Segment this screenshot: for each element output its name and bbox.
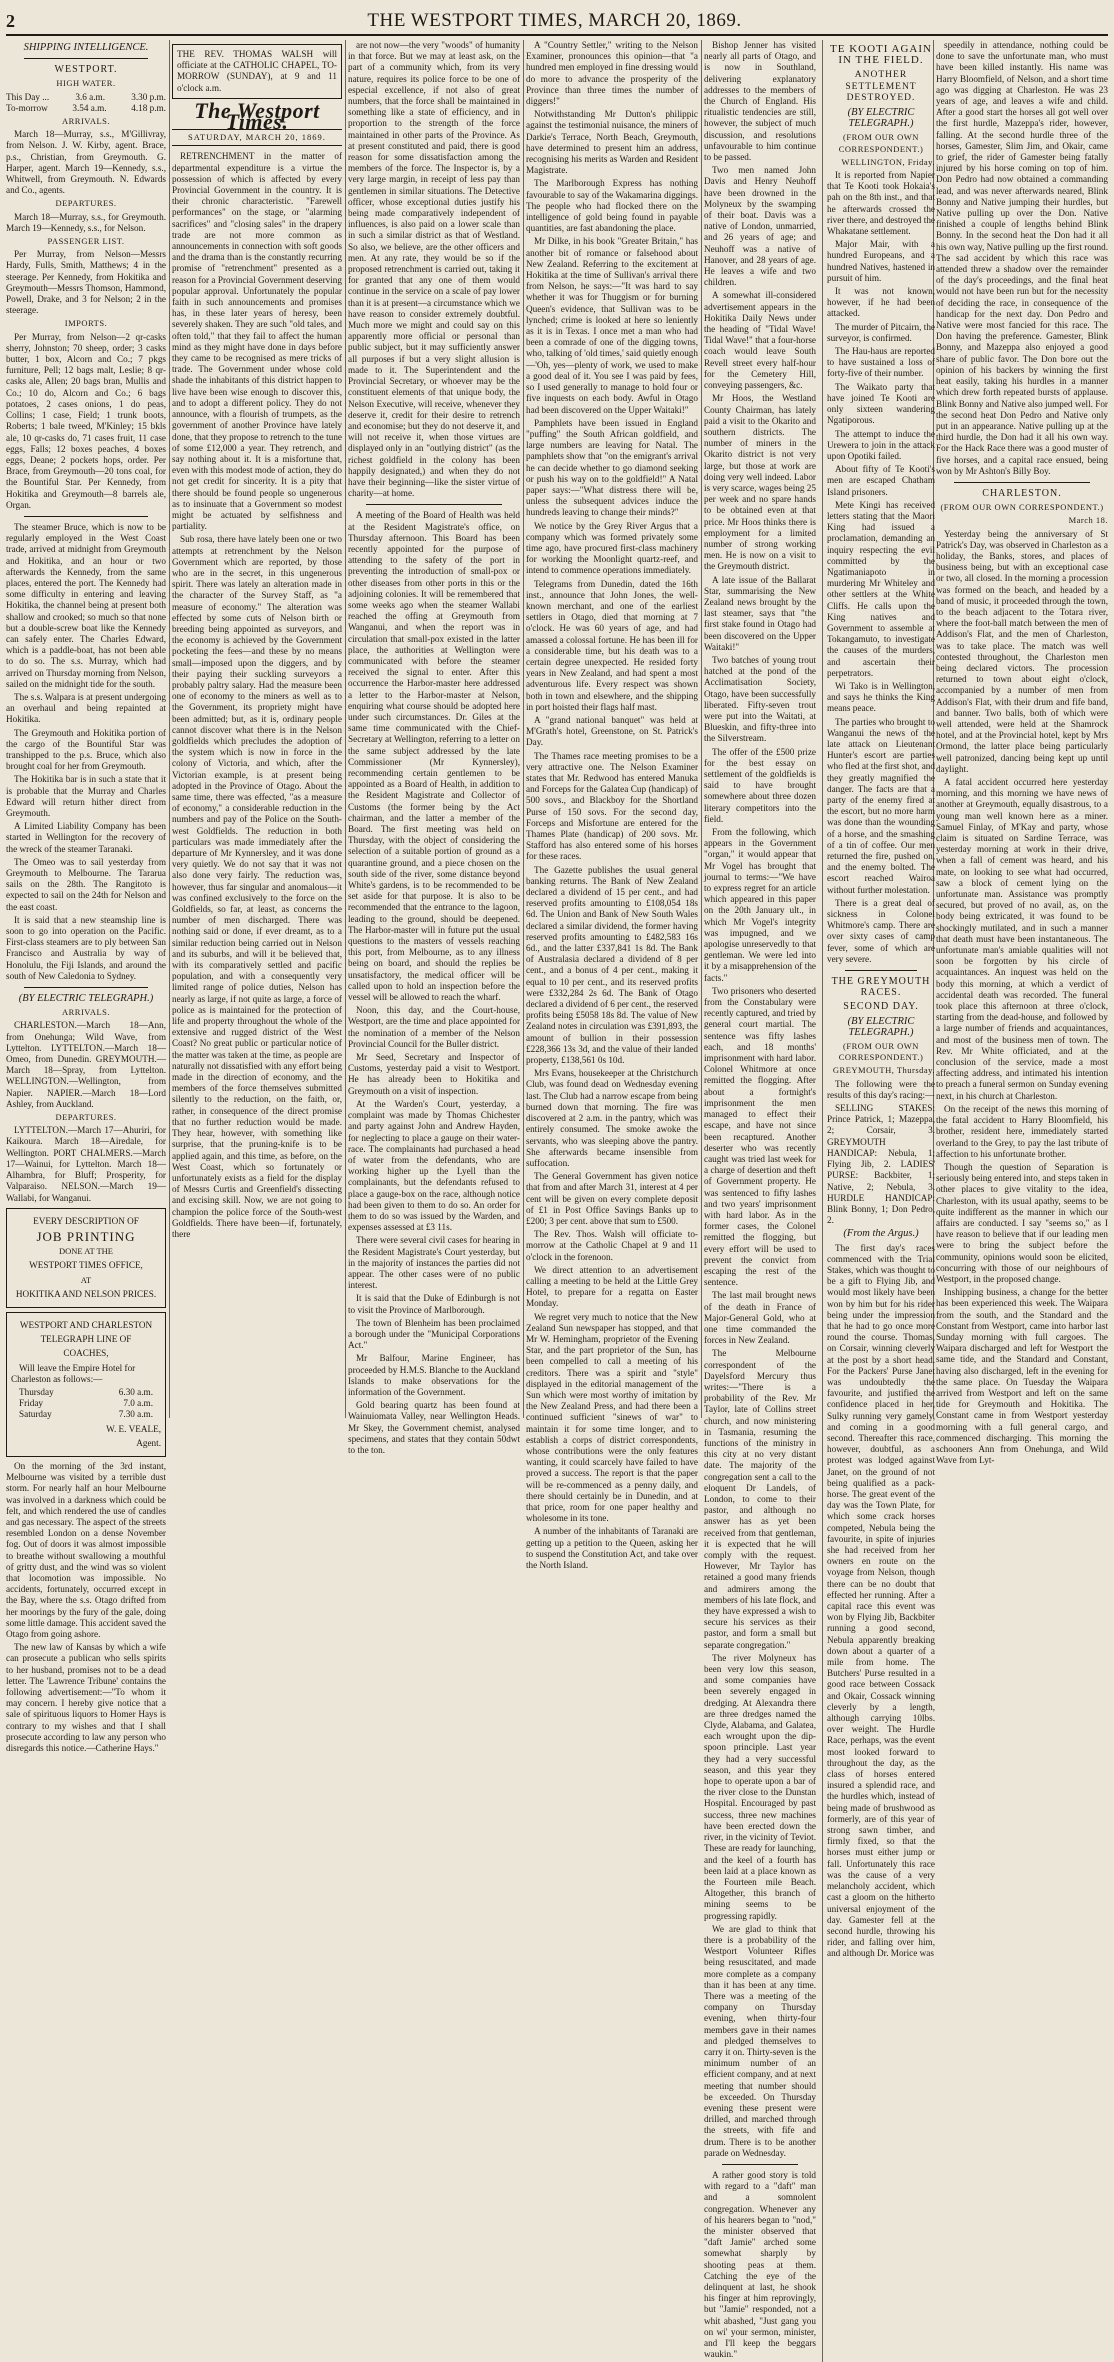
news-paragraph: The Melbourne correspondent of the Dayelsford Mercury thus writes:—"There is a probability of the Rev. Mr Taylor, late of Collins street church, and now ministering in Tasmania, resuming the functions of the ministry in this city at no very distant date. The majority of the congregation sent a call to the eloquent Dr Landels, of London, to come to their pastor, and although no answer has as yet been received from that gentleman, it is expected that he will comply with the request. However, Mr Taylor has retained a good many friends and admirers among the members of his late flock, and they have expressed a wish to secure his services as their pastor, and form a small but separate congregation." — [704, 1348, 816, 1650]
news-paragraph: It is reported from Napier that Te Kooti took Hokaia's pah on the 8th inst., and that he afterwards crossed the river there, and destroyed the Whakatane settlement. — [827, 170, 935, 237]
tel-arrivals-label: ARRIVALS. — [61, 1007, 111, 1018]
passenger-label: PASSENGER LIST. — [47, 236, 125, 247]
coach-time: 7.30 a.m. — [118, 1409, 153, 1420]
news-paragraph: The town of Blenheim has been proclaimed a borough under the "Municipal Corporations Act." — [348, 1317, 520, 1351]
news-paragraph: Mrs Evans, housekeeper at the Christchurch Club, was found dead on Wednesday evening last. The Club had a narrow escape from being burned down that morning. The fire was discovered at 2 a.m. in the pantry, which was entirely consumed. The smoke awoke the servants, who was sleeping above the pantry. She afterwards became insensible from suffocation. — [526, 1068, 698, 1168]
news-paragraph: The Thames race meeting promises to be a very attractive one. The Nelson Examiner states that Mr. Redwood has entered Manuka and Forceps for the Galatea Cup (handicap) of 500 sovs., and Blackboy for the Shortland Purse of 150 sovs. For the second day, Forceps and Misfortune are entered for the Thames Plate (handicap) of 200 sovs. Mr. Stafford has also entered some of his horses for these races. — [526, 750, 698, 862]
editorial-paragraph: Sub rosa, there have lately been one or two attempts at retrenchment by the Nelson Government which are reported, by those who are in the secret, in this ungenerous spirit. There was lately an alteration made in the character of the Survey Staff, as "a measure of economy." The alteration was effected by some cuts of Nelson birth or breeding being appointed as surveyors, and the economy is achieved by the Government pocketing the fees—and these by no means small—imposed upon the diggers, and by their paying their suckling surveyors a probably paltry salary. Had the measure been one of economy to the miners as well as to the Government, its propriety might have been admitted; but, as it is, ordinary people cannot discover what there is in the Nelson goldfields which precludes the adoption of the system which is now in force in the colony of Victoria, and which, after the Victorian example, is at present being adopted in the Province of Otago. About the same time, there was effected, "as a measure of economy," a considerable reduction in the numbers and pay of the Police on the South-west Goldfields. The reduction in both particulars was made immediately after the departure of Mr Kynnersley, and it was done very quietly. We do not say that it was not also done very fairly. The reduction was, however, thus far singular and anomalous—it was confined exclusively to the force on the Goldfields, so far, at least, as concerns the number of men discharged. There was nothing said or done, if ever dreamt, as to a similar reduction being carried out in Nelson and its suburbs, and will it be believed that, with its comparatively settled and pacific population, and with a consequently very limited range of police duties, Nelson has nearly as large, if not quite as large, a force of police as is maintained for the protection of life and property throughout the whole of the extensive and rugged district of the West Coast? No great public or particular notice of the matter was taken at the time, as people are naturally not dissatisfied with any effort being made in the direction of economy, and the members of the force themselves submitted silently to the reduction, on the faith, or, rather, in consequence of the direct promise that no further reduction would be made. They hear, however, with something like surprise, that the pruning-knife is to be applied again, and this time, as before, on the West Coast, which so fortunately or unfortunately exists as a field for the display of Messrs Curtis and Greenfield's dissecting and excising skill. Now, we are not going to champion the police force of the South-west Goldfields. There have been—if, fortunately, there — [172, 534, 342, 1239]
divider — [24, 987, 148, 988]
news-paragraph: The murder of Pitcairn, the surveyor, is confirmed. — [827, 321, 935, 343]
church-notice-text: THE REV. THOMAS WALSH will officiate at the CATHOLIC CHAPEL, TO-MORROW (SUNDAY), at 9 and 11 o'clock a.m. — [177, 49, 337, 93]
news-paragraph: The first day's races commenced with the Trial Stakes, which was thought to be a gift to Flying Jib, and would most likely have been won by him but for his rider being under the impression that he had to go once more round the course. Thomas, on Corsair, winning cleverly at the post by a short head. For the Packers' Purse Janet was undoubtedly the favourite, and justified the confidence placed in her, Sulky running very gamely, and coming in a good second. Thereafter this race, however, doubtful, as a protest was lodged against Janet, on the ground of not being qualified as a pack-horse. The great event of the day was the Town Plate, for which some crack horses competed, Nebula being the favourite, in spite of injuries she had received from her owners en route on the voyage from Nelson, though there can be no doubt that effected her running. After a capital race this event was won by Flying Jib, Backbiter running a good second, Nebula apparently breaking down about a quarter of a mile from home. The Butchers' Purse resulted in a good race between Cossack and Okair, Cossack winning cleverly by a length, although carrying 10lbs. over weight. The Hurdle Race, perhaps, was the event most looked forward to throughout the day, as the class of horses entered insured a splendid race, and the hurdles which, instead of being made of brushwood as formerly, are of this year of strong sawn timber, and firmly fixed, so that the horses must either jump or fall. Unfortunately this race was the cause of a very melancholy accident, which cast a gloom on the hitherto universal enjoyment of the day. Gamester fell at the second hurdle, throwing his rider, and falling over him, and although Dr. Morice was — [827, 1242, 935, 1959]
column-5-left — [704, 40, 816, 2362]
ad-line: WESTPORT TIMES OFFICE, — [29, 1260, 143, 1271]
news-paragraph: A number of the inhabitants of Taranaki are getting up a petition to the Queen, asking her to suspend the Constitution Act, and take over the North Island. — [526, 1526, 698, 1571]
high-water-row — [6, 103, 166, 114]
dateline: GREYMOUTH, Thursday. — [832, 1065, 935, 1076]
coach-day: Saturday — [19, 1409, 52, 1420]
column-rule — [701, 40, 702, 1418]
coach-time-row — [11, 1387, 161, 1398]
masthead — [6, 8, 1108, 36]
high-water-label: HIGH WATER. — [56, 78, 116, 89]
news-paragraph: A somewhat ill-considered advertisement appears in the Hokitika Daily News under the heading of "Tidal Wave! Tidal Wave!" that a four-horse coach would leave South Revell street every half-hour for the Cemetery Hill, conveying passengers, &c. — [704, 290, 816, 391]
tel-departures-text: LYTTELTON.—March 17—Ahuriri, for Kaikoura. March 18—Airedale, for Wellington. PORT CHALMERS.—March 17—Wainui, for Lyttelton. March 18—Alhambra, for Bluff; Prosperity, for Valparaiso. NELSON.—March 19—Wallabi, for Wanganui. — [6, 1125, 166, 1203]
tide-am: 3.54 a.m. — [72, 102, 107, 113]
argus-heading: (From the Argus.) — [843, 1228, 919, 1240]
news-paragraph: A "Country Settler," writing to the Nelson Examiner, pronounces this opinion—that "a hundred men employed in fine dressing would do more to advance the prosperity of the Province than three times the number of diggers!" — [526, 40, 698, 107]
news-paragraph: The parties who brought to Wanganui the news of the late attack on Lieutenant Hunter's escort are parties who fled at the first shot, and they greatly magnified the danger. The facts are that a party of the enemy fired at the escort, but no more harm was done than the wounding of a horse, and the smashing of a tin of coffee. Our men returned the fire, pushed on, and the enemy bolted. The escort reached Wairoa without further molestation. — [827, 716, 935, 895]
coach-day: Friday — [19, 1398, 43, 1409]
column-rule — [169, 40, 170, 1418]
tide-day: To-morrow — [6, 102, 48, 113]
column-3 — [348, 40, 520, 1455]
column-1 — [6, 40, 166, 1754]
news-paragraph: Mr Dilke, in his book "Greater Britain," has another bit of romance or falsehood about New Zealand. Referring to the excitement at Hokitika at the time of Sullivan's arrival there from Nelson, he says:—"It was hard to say whether it was for Thuggism or for burning Queen's evidence, that Sullivan was to be lynched; crime is looked at here so leniently as it is in Texas. I once met a man who had been a comrade of one of the digging towns, who, talking of 'old times,' said quietly enough—'Oh, yes—plenty of work, we used to make a good deal of it. You see I was paid by fees, so I used generally to manage to hold four or five inquests on each body. Awful in Otago had been discovered on the Upper Waitaki!" — [526, 236, 698, 415]
news-paragraph: The Marlborough Express has nothing favourable to say of the Wakamarina diggings. The people who had flocked there on the intelligence of gold being found in payable quantities, are fast abandoning the place. — [526, 178, 698, 234]
news-paragraph: The Waikato party that have joined Te Kooti are only sixteen wandering Ngatiporous. — [827, 381, 935, 426]
imports-text: Per Murray, from Nelson—2 qr-casks sherry, Johnston; 70 sheep, order; 3 casks butter, 1 box, Alcorn and Co.; 7 pkgs furniture, Pell; 12 bags malt, Leslie; 8 qr-casks ale, Allen; 20 bags bran, Mullis and Co.; 10 do, Alcorn and Co.; 6 bags potatoes, 2 cases onions, 1 do peas, Collins; 1 case, Field; 1 trunk boots, Roberts; 1 bale tweed, M'Kinley; 15 bkls ale, 10 qr-casks do, 71 cases fruit, 11 case eggs, Falls; 12 boxes peaches, 4 boxes eggs, Deane; 2 pockets hops, order. Per Brace, from Greymouth—20 tons coal, for the Bountiful Star. Per Kennedy, from Hokitika and Greymouth—8 barrels ale, Organ. — [6, 331, 166, 510]
news-paragraph: A rather good story is told with regard to a "daft" man and a somnolent congregation. Whenever any of his hearers began to "nod," the minister observed that "daft Jamie" arched some somewhat sharply by shooting peas at them. Catching the eye of the delinquent at last, he shook his finger at him reprovingly, but "Jamie" responded, not a whit abashed, "Just gang you on wi' your sermon, minister, and I'll keep the beggars waukin." — [704, 2169, 816, 2360]
ad-line: Will leave the Empire Hotel for Charleston as follows:— — [11, 1362, 136, 1384]
column-rule — [523, 40, 524, 1418]
races-subheading: SECOND DAY. — [843, 1001, 919, 1013]
news-paragraph: The Omeo was to sail yesterday from Greymouth to Melbourne. The Tararua sails on the 28th. The Rangitoto is expected to sail on the 24th for Nelson and the east coast. — [6, 856, 166, 912]
news-paragraph: Mr Balfour, Marine Engineer, has proceeded by H.M.S. Blanche to the Auckland Islands to make observations for the information of the Government. — [348, 1353, 520, 1397]
divider — [366, 504, 502, 505]
divider — [722, 2164, 798, 2165]
divider — [24, 516, 148, 517]
coach-time-row — [11, 1398, 161, 1409]
news-paragraph: Wi Tako is in Wellington, and says he thinks the King means peace. — [827, 680, 935, 714]
news-paragraph: From the following, which appears in the Government "organ," it would appear that Mr Vogel has brought that journal to terms:—"We have to express regret for an article which appeared in this paper on the 20th January ult., in which Mr Vogel's integrity was impugned, and we apologise unreservedly to that gentleman. We were led into it by a misapprehension of the facts." — [704, 827, 816, 983]
news-paragraph: It is said that a new steamship line is soon to go into operation on the Pacific. First-class steamers are to ply between San Francisco and Australia by way of Honolulu, the Fiji Islands, and around the south of New Caledonia to Sydney. — [6, 914, 166, 981]
news-paragraph: The following were the results of this day's racing:— — [827, 1078, 935, 1100]
news-paragraph: We direct attention to an advertisement calling a meeting to be held at the Little Grey Hotel, to prepare for a regatta on Easter Monday. — [526, 1264, 698, 1309]
column-5 — [704, 40, 935, 2360]
telegraph-heading: (BY ELECTRIC TELEGRAPH.) — [847, 1015, 915, 1038]
news-paragraph: Notwithstanding Mr Dutton's philippic against the testimonial nuisance, the miners of Darkie's Terrace, North Beach, Greymouth, have determined to present him an address, recognising his merits as Warden and Resident Magistrate. — [526, 109, 698, 176]
news-paragraph: The Rev. Thos. Walsh will officiate to-morrow at the Catholic Chapel at 9 and 11 o'clock in the forenoon. — [526, 1229, 698, 1262]
editorial-paragraph: RETRENCHMENT in the matter of departmental expenditure is a virtue the possession of which is affected by every Provincial Government in the country. It is their chronic characteristic. "Farewell performances" on the stage, or "alarming sacrifices" and "closing sales" in the drapery trade are not more common as announcements in connection with soft goods and the drama than is the constantly recurring promise of "retrenchment" presented as a reason for a Provincial Government deserving popular approval. Unfortunately the popular faith in such announcements and promises has, in these later years of heresy, been severely shaken. They are such "old tales, and often told," that they fail to affect the human mind as they might have done in days before they came to be recognised as mere tricks of trade. The Government under whose cold shade the inhabitants of this district happen to live have been wise enough to discover this, and to adopt a different policy. They do not announce, with a flourish of trumpets, as the government of another Province have lately done, that they propose to retrench to the tune of some £12,000 a year. They retrench, and say nothing about it. It is a misfortune that, even with this modest mode of action, they do not get credit for sincerity. It is a pity that there should be found people so ungenerous as to insinuate that a Government so modest might be actuated by selfishness and partiality. — [172, 151, 342, 532]
news-paragraph: Inshipping business, a change for the better has been experienced this week. The Waipara from the south, and the Standard and the Constant from Westport, came into harbor last Sunday morning with full cargoes. The Waipara discharged and left for Westport the same tide, and the Standard and Constant, having also discharged, left in the evening for the same place. On Tuesday the Waipara arrived from Westport and left on the same tide for Greymouth and Hokitika. The Constant came in from Westport yesterday morning with a full general cargo, and commenced discharging. This morning the schooners Ann from Onehunga, and Wild Wave from Lyt- — [936, 1287, 1108, 1466]
ad-line: COACHES, — [63, 1348, 109, 1359]
job-printing-ad — [6, 1208, 166, 1308]
news-paragraph: The s.s. Walpara is at present undergoing an overhaul and being repainted at Hokitika. — [6, 691, 166, 725]
coach-time: 6.30 a.m. — [118, 1386, 153, 1397]
coach-time-row — [11, 1409, 161, 1420]
column-rule — [345, 40, 346, 1418]
column-5-split — [704, 40, 935, 2362]
news-paragraph: The attempt to induce the Urewera to join in the attack upon Opotiki failed. — [827, 428, 935, 461]
news-paragraph: We regret very much to notice that the New Zealand Sun newspaper has stopped, and that Mr W. Hemingham, proprietor of the Evening Star, and the part proprietor of the Sun, has been compelled to call a meeting of his creditors. There was a spirit and "style" displayed in the editorial management of the Sun which were most worthy of imitation by the New Zealand Press, and had there been a continued sufficient "sinews of war" to maintain it for some time longer, and to establish a corps of district correspondents, whose contributions were the only features wanting, it could scarcely have failed to have proved a success. The report is that the paper will be re-commenced as a penny daily, and there should certainly be in Dunedin, and at that price, room for one paper healthy and wholesome in its tone. — [526, 1311, 698, 1524]
news-paragraph: A "grand national banquet" was held at M'Grath's hotel, Greenstone, on St. Patrick's Day. — [526, 714, 698, 748]
divider — [954, 482, 1090, 483]
dateline: March 18. — [1068, 515, 1108, 526]
telegraph-heading: (BY ELECTRIC TELEGRAPH.) — [18, 993, 154, 1005]
news-paragraph: On the morning of the 3rd instant, Melbourne was visited by a terrible dust storm. For nearly half an hour Melbourne was involved in a darkness which could be felt, and which rendered the use of candles and gas necessary. The aspect of the streets resembled London on a dense November fog. Out of doors it was almost impossible to breathe without swallowing a mouthful of gritty dust, and the wind was so violent that locomotion was impossible. No accidents, fortunately, occurred except in the Bay, where the s.s. Otago drifted from her moorings by the fury of the gale, doing some little damage. This accident saved the Otago from going ashore. — [6, 1460, 166, 1639]
westport-heading: WESTPORT. — [54, 64, 118, 76]
departures-text: March 18—Murray, s.s., for Greymouth. March 19—Kennedy, s.s., for Nelson. — [6, 211, 166, 233]
news-paragraph: Mete Kingi has received letters stating that the Maori King had issued a proclamation, demanding an inquiry respecting the evil committed by the Ngatimaniapoto in murdering Mr Whiteley and other settlers at the White Cliffs. He calls upon the King natives and Government to assemble at Tokangamuto, to investigate the causes of the murders, and ascertain their perpetrators. — [827, 499, 935, 678]
ad-line: EVERY DESCRIPTION OF — [33, 1215, 139, 1226]
news-paragraph: The Hokitika bar is in such a state that it is probable that the Murray and Charles Edward will return hither direct from Greymouth. — [6, 774, 166, 818]
news-paragraph: There is a great deal of sickness in Colonel Whitmore's camp. There are over sixty cases of camp fever, some of which are very severe. — [827, 897, 935, 964]
editorial-paragraph: are not now—the very "woods" of humanity in that force. But we may at least ask, on the part of a community which, from its very nature, requires its police force to be one of especial excellence, if not also of great numbers, that the force shall be maintained in something like a state of efficiency, and in proportion to the strength of the force maintained in other parts of the Province. As at present constituted and paid, there is good reason for some dissatisfaction among the members of the force. The Inspector is, by a very large margin, in receipt of less pay than gentlemen in similar situations. The Detective officer, whose exceptional duties justify his being made comparatively independent of influences, is also paid on a lower scale than in such a similar district as that of Westland. So also, we believe, are the other officers and men. At any rate, they would be so if the proposed retrenchment is carried out, taking it for granted that any one of them would continue in the service on a scale of pay lower than it is at present—a circumstance which we have reason to consider extremely doubtful. Much more we might and could say on this apparently more official or personal than public subject, but it may sufficiently answer all purposes if but a very slight allusion is made to it. The Superintendent and the Provincial Secretary, or whoever may be the constituent elements of that unique body, the Nelson Executive, will receive, whenever they deserve it, credit for their desire to retrench and economise; but they do not deserve it, and will not receive it, when those virtues are displayed only in an "outlying district" (as the richest goldfield in the colony has been happily designated,) and when they do not have their beginning—like the sister virtue of charity—at home. — [348, 40, 520, 499]
news-paragraph: The new law of Kansas by which a wife can prosecute a publican who sells spirits to her husband, promises not to be a dead letter. The 'Lawrence Tribune' contains the following advertisement:—"To whom it may concern. I hereby give notice that a sale of spirituous liquors to Homer Hays is contrary to my wishes and that I shall prosecute according to law any person who disregards this notice.—Catherine Hays." — [6, 1642, 166, 1754]
news-paragraph: The last mail brought news of the death in France of Major-General Gold, who at one time commanded the forces in New Zealand. — [704, 1290, 816, 1346]
news-paragraph: About fifty of Te Kooti's men are escaped Chatham Island prisoners. — [827, 464, 935, 497]
news-paragraph: The Gazette publishes the usual general banking returns. The Bank of New Zealand declared a dividend of 15 per cent., and had reserved profits amounting to £108,054 18s 6d. The Union and Bank of New South Wales declared a similar dividend, the former having reserved profits amounting to £482,583 16s 6d., and the latter £337,841 1s 8d. The Bank of Australasia declared a dividend of 8 per cent., and a bonus of 4 per cent., making it equal to 10 per cent., and its reserved profits were £332,284 2s 6d. The Bank of Otago declared a dividend of 6 per cent., the reserved profits being £5058 18s 8d. The value of New Zealand notes in circulation was £391,893, the amount of bullion in their possession £228,366 13s 3d, and the value of their landed property, £138,561 0s 10d. — [526, 864, 698, 1066]
ad-line: HOKITIKA AND NELSON PRICES. — [15, 1288, 157, 1299]
news-paragraph: speedily in attendance, nothing could be done to save the unfortunate man, who must have been killed instantly. His name was Harry Bloomfield, of Nelson, and a short time ago was digging at Charleston. He was 23 years of age, and leaves a wife and child. After a good start the horses all got well over the first hurdle, Mazeppa's rider, however, falling. At the second hurdle three of the horses, Gamester, Slim Jim, and Okair, came to grief, the rider of Gamester being fatally injured by his horse coming on top of him. Don Pedro had now obtained a commanding lead, and was never afterwards neared, Blink Bonny and Native jumping their hurdles, but Native pulling up over the Don. Native finished a couple of lengths behind Blink Bonny. In the second heat the Don had it all his own way, Native pulling up the first round. The sad accident by which this race was attended threw a shadow over the remainder of the day's proceedings, and the final heat would not have been run but for the necessity of deciding the race, in consequence of the handicap for the next day. Don Pedro and Native were most fancied for this race. The Don having the preference. Gamester, Blink Bonny, and Mazeppa also enjoyed a good share of public favor. The Don bore out the opinion of his backers by winning the first heat easily, taking his hurdles in a manner which drew forth repeated bursts of applause. Blink Bonny and Native also jumped well. For the second heat Don Pedro and Native only put in an appearance. Native pulling up at the third hurdle, the Don had it all his own way. For the Hack Race there was a good muster of five horses, and a capital race ensued, being won by Mr Ashton's Billy Boy. — [936, 40, 1108, 476]
news-paragraph: On the receipt of the news this morning of the fatal accident to Harry Bloomfield, his brother, resident here, immediately started overland to the Grey, to pay the last tribute of affection to his unfortunate brother. — [936, 1103, 1108, 1159]
news-paragraph: Two prisoners who deserted from the Constabulary were recently captured, and tried by general court martial. The sentence was fifty lashes each, and 18 months' imprisonment with hard labor. Colonel Whitmore at once remitted the flogging. After about a fortnight's imprisonment the men managed to effect their escape, and have not since been recaptured. Another deserter who was recently caught was tried last week for a charge of desertion and theft of Government property. He was sentenced to fifty lashes and two years' imprisonment with hard labor. As in the former cases, the Colonel remitted the flogging, but every effort will be used to prevent the convict from escaping the rest of the sentence. — [704, 985, 816, 1288]
ad-line: DONE AT THE — [59, 1246, 113, 1257]
news-paragraph: Two batches of young trout hatched at the pond of the Acclimatisation Society, Otago, have been successfully liberated. Fifty-seven trout were put into the Waitati, at Blueskin, and fifty-three into the Silverstream. — [704, 654, 816, 744]
paper-title: The Westport Times. — [194, 97, 320, 135]
coach-time: 7.0 a.m. — [123, 1398, 153, 1409]
tide-am: 3.6 a.m. — [75, 91, 105, 102]
news-paragraph: Major Mair, with a hundred Europeans, and a hundred Natives, hastened in pursuit of him. — [827, 239, 935, 283]
races-heading: THE GREYMOUTH RACES. — [831, 976, 931, 999]
ad-headline: WESTPORT AND CHARLESTON — [19, 1319, 153, 1330]
race-results: SELLING STAKES: Prince Patrick, 1; Mazeppa, 2; Corsair, 3. GREYMOUTH HANDICAP: Nebula, 1; Flying Jib, 2. LADIES' PURSE: Backbiter, 1; Native, 2; Nebula, 3. HURDLE HANDICAP: Blink Bonny, 1; Don Pedro, 2. — [827, 1103, 935, 1226]
news-paragraph: A meeting of the Board of Health was held at the Resident Magistrate's office, on Thursday afternoon. This Board has been recently appointed for the purpose of attending to the safety of the port in preventing the introduction of small-pox or other diseases from other ports in this or the adjoining colonies. It will be remembered that some weeks ago when the steamer Wallabi reached the offing at Greymouth from Wanganui, and when the report was in circulation that small-pox existed in the latter place, the authorities at Wellington were communicated with before the steamer received the signal to enter. After this occurrence the Harbor-master here addressed a letter to the Harbor-master at Nelson, enquiring what course should be adopted here under such circumstances. Dr. Giles at the same time communicated with the Chief-Secretary at Wellington, referring to a letter on the same subject addressed by the late Commissioner (Mr Kynnersley), recommending certain gentlemen to be appointed as a Board of Health, in addition to the Resident Magistrate and Collector of Customs (the former being by the Act chairman, and the latter a member of the Board. The first meeting was held on Thursday, with the object of considering the selection of a suitable portion of ground as a quarantine ground, and a piece chosen on the south side of the river, some distance beyond White's gardens, is to be recommended to be set aside for that purpose. It is also to be recommended that the entrance to the lagoon, leading to the ground, should be deepened. The Harbor-master will in future put the usual questions to the masters of vessels reaching this port, from Melbourne, as to any illness being on board, and should the replies be unsatisfactory, the medical officer will be called upon to hold an inspection before the vessel will be allowed to reach the wharf. — [348, 510, 520, 1003]
news-paragraph: Pamphlets have been issued in England "puffing" the South African goldfield, and large numbers are leaving for Natal. The pamphlets show that "on the emigrant's arrival he can decide whether to go diamond seeking or push his way on to the goldfield!" A Natal paper says:—"What distress there will be, unless the subsequent advices induce the hundreds leaving to change their minds?" — [526, 417, 698, 518]
news-paragraph: Mr Seed, Secretary and Inspector of Customs, yesterday paid a visit to Westport. He has already been to Hokitika and Greymouth on a visit of inspection. — [348, 1052, 520, 1096]
church-notice — [172, 44, 342, 99]
news-paragraph: A fatal accident occurred here yesterday morning, and this morning we have news of another at Greymouth, equally disastrous, to a young man well known here as a miner. Samuel Finlay, of M'Kay and party, whose claim is situated on Sardine Terrace, was yesterday morning at work in their drive, when a fall of cement was heard, and his mate, on looking to see what had occurred, saw a block of cement lying on the unfortunate man. Assistance was promptly secured, but proved of no avail, as, on the body being extricated, it was found to be shockingly mutilated, and in such a manner that death must have been instantaneous. The unfortunate man's amiable qualities will not soon be forgotten by his circle of acquaintances. An inquest was held on the body this morning, at which a verdict of accidental death was recorded. The funeral took place this afternoon at three o'clock, starting from the dead-house, and followed by a large number of friends and acquaintances, and most of the business men of town. The Rev. Mr White officiated, and at the conclusion of the service, made a most affecting address, and intimated his intention to preach a funeral sermon on Sunday evening next, in his church at Charleston. — [936, 777, 1108, 1101]
tide-pm: 4.18 p.m. — [131, 102, 166, 113]
column-2 — [172, 40, 342, 1418]
column-4 — [526, 40, 698, 1571]
arrivals-label: ARRIVALS. — [61, 116, 111, 127]
column-6 — [936, 40, 1108, 1466]
news-paragraph: A late issue of the Ballarat Star, summarising the New Zealand news brought by the last steamer, says that "the first stake found in Otago had been discovered on the Upper Waitaki!" — [704, 574, 816, 652]
own-correspondent: (FROM OUR OWN CORRESPONDENT.) — [838, 1041, 924, 1063]
ad-line: AT — [80, 1274, 92, 1285]
news-paragraph: There were several civil cases for hearing in the Resident Magistrate's Court yesterday, but in the majority of instances the parties did not appear. The other cases were of no public interest. — [348, 1235, 520, 1291]
high-water-row — [6, 92, 166, 103]
tide-day: This Day ... — [6, 91, 50, 102]
news-paragraph: Mr Hoos, the Westland County Chairman, has lately paid a visit to the Okarito and southern districts. The number of miners in the Okarito district is not very large, but those at work are doing very well indeed. Labor is very scarce, wages being 25 per week and no spare hands to be obtained even at that price. Mr Hoos thinks there is employment for a limited number of strong working men. He is now on a visit to the Greymouth district. — [704, 393, 816, 572]
news-paragraph: It was not known, however, if he had been attacked. — [827, 286, 935, 319]
news-paragraph: The General Government has given notice that from and after March 31, interest at 4 per cent will be given on every complete deposit of £1 in Post Office Savings Banks up to £200; 3 per cent. above that sum to £500. — [526, 1171, 698, 1226]
news-paragraph: The Hau-haus are reported to have sustained a loss of forty-five of their number. — [827, 346, 935, 379]
dateline: WELLINGTON, Friday. — [841, 156, 935, 167]
imports-label: IMPORTS. — [64, 318, 108, 329]
te-kooti-heading: TE KOOTI AGAIN IN THE FIELD. — [830, 43, 932, 67]
news-paragraph: Noon, this day, and the Court-house, Westport, are the time and place appointed for the nomination of a member of the Nelson Provincial Council for the Buller district. — [348, 1005, 520, 1049]
news-paragraph: We notice by the Grey River Argus that a company which was formed privately some time ago, have procured first-class machinery for working the Moonlight quartz-reef, and intend to commence operations immediately. — [526, 520, 698, 576]
news-paragraph: We are glad to think that there is a probability of the Westport Volunteer Rifles being resuscitated, and made more complete as a company than it has been at any time. There was a meeting of the company on Thursday evening, when thirty-four members gave in their names and pledged themselves to carry it on. Thirty-seven is the minimum number of an efficient company, and at next meeting that number should be exceeded. On Thursday evening these present were drilled, and marched through the streets, with fife and drum. There is to be another parade on Wednesday. — [704, 1923, 816, 2158]
telegraph-heading: (BY ELECTRIC TELEGRAPH.) — [847, 107, 915, 130]
coach-ad — [6, 1312, 166, 1457]
tel-departures-label: DEPARTURES. — [55, 1112, 117, 1123]
arrivals-text: March 18—Murray, s.s., M'Gillivray, from Nelson. J. W. Kirby, agent. Brace, p.s., Christian, from Greymouth. G. Harper, agent. March 19—Kennedy, s.s., Whitwell, from Greymouth. N. Edwards and Co., agents. — [6, 129, 166, 196]
ad-line: TELEGRAPH LINE OF — [40, 1334, 132, 1345]
editorial-date: SATURDAY, MARCH 20, 1869. — [172, 129, 342, 146]
te-kooti-subheading: ANOTHER SETTLEMENT DESTROYED. — [845, 70, 917, 103]
column-5-right — [822, 40, 935, 2362]
news-paragraph: Bishop Jenner has visited nearly all parts of Otago, and is now in Southland, delivering explanatory addresses to the members of the Church of England. His ritualistic tendencies are still, however, the subject of much discussion, and resolutions unfavourable to him continue to be passed. — [704, 40, 816, 163]
page-number: 2 — [6, 10, 15, 31]
news-paragraph: It is said that the Duke of Edinburgh is not to visit the Province of Marlborough. — [348, 1293, 520, 1315]
news-paragraph: Telegrams from Dunedin, dated the 16th inst., announce that John Jones, the well-known merchant, and one of the earliest settlers in Otago, died that morning at 7 o'clock. He was 60 years of age, and had amassed a colossal fortune. He has been ill for a considerable time, but his death was to a certain degree unexpected. He resided forty years in New Zealand, and had spent a most adventurous life. Every respect was shown both in town and elsewhere, and the shipping in port hoisted their flags half mast. — [526, 578, 698, 712]
divider — [845, 970, 917, 971]
news-paragraph: At the Warden's Court, yesterday, a complaint was made by Thomas Chichester and party against John and Andrew Hayden, for neglecting to place a gauge on their water-race. The complainants had purchased a head of water from the defendants, who are working higher up the Lyell than the complainants, but the defendants refused to place a gauge-box on the race, although notice had been given to them to do so. An order for them to do so was issued by the Warden, and expenses assessed at £3 11s. — [348, 1098, 520, 1233]
coach-day: Thursday — [19, 1386, 54, 1397]
tel-arrivals-text: CHARLESTON.—March 18—Ann, from Onehunga; Wild Wave, from Lyttelton. LYTTELTON.—March 18—Omeo, from Dunedin. GREYMOUTH.—March 18—Spray, from Lyttelton. WELLINGTON.—Wellington, from Napier. NAPIER.—March 18—Lord Ashley, from Auckland. — [6, 1020, 166, 1109]
departures-label: DEPARTURES. — [55, 198, 117, 209]
tide-pm: 3.30 p.m. — [131, 91, 166, 102]
shipping-heading: SHIPPING INTELLIGENCE. — [23, 42, 149, 53]
news-paragraph: Gold bearing quartz has been found at Wainuiomata Valley, near Wellington Heads. Mr Skey, the Government chemist, analysed specimens, and states that they contain 50dwt to the ton. — [348, 1400, 520, 1455]
news-paragraph: Yesterday being the anniversary of St Patrick's Day, was observed in Charleston as a holiday, the Banks, stores, and places of business being, but with an exceptional case or two, all closed. In the morning a procession was formed on the beach, and headed by a band of music, it proceeded through the town, to the beach adjacent to the Totara river, where the foot-ball match between the men of Addison's Flat, and the men of Charleston, was to take place. The match was well contested throughout, the Charleston men being declared victors. The procession returned to town about eight o'clock, accompanied by a number of men from Addison's Flat, with their drum and fife band, and banner. Two balls, both of which were well attended, were held at the Shamrock hotel, and at the Provincial hotel, kept by Mrs Ormond, the latter place being particularly well patronized, dancing being kept up until daylight. — [936, 528, 1108, 774]
own-correspondent: (FROM OUR OWN CORRESPONDENT.) — [940, 502, 1104, 513]
passenger-text: Per Murray, from Nelson—Messrs Hardy, Fulls, Smith, Matthews; 4 in the steerage. Per Kennedy, from Hokitika and Greymouth—Messrs Thomson, Hammond, Powell, Drake, and 3 for Nelson; 2 in the steerage. — [6, 249, 166, 316]
news-paragraph: The river Molyneux has been very low this season, and some companies have been severely engaged in dredging. At Alexandra there are three dredges named the Clyde, Alabama, and Galatea, each wrought upon the dip-spoon principle. Last year they had a very successful season, and this year they hope to operate upon a bar of the river close to the Dunstan Hospital. Encouraged by past success, three new machines have been erected down the river, in the vicinity of Teviot. These are ready for launching, and the keel of a fourth has been laid at a place known as the Fourteen mile Beach. Altogether, this branch of mining seems to be progressing rapidly. — [704, 1652, 816, 1921]
ad-headline: JOB PRINTING — [36, 1228, 136, 1244]
news-paragraph: Though the question of Separation is seriously being entered into, and steps taken in other places to give vitality to the idea, Charleston, with its usual apathy, seems to be quite indifferent as the manner in which our affairs are conducted. I say "seems so," as I have reason to believe that if our leading men were to bring the subject before the community, opinions would soon be elicited, concurring with those of our neighbours of Westport, in the proposed change. — [936, 1161, 1108, 1284]
divider — [24, 58, 148, 59]
news-paragraph: The Greymouth and Hokitika portion of the cargo of the Bountiful Star was transhipped to the p.s. Bruce, which also brought coal for her from Greymouth. — [6, 727, 166, 772]
news-paragraph: Two men named John Davis and Henry Neuhoff have been drowned in the Molyneux by the swamping of their boat. Davis was a native of London, unmarried, and 26 years of age; and Neuhoff was a native of Hanover, and 28 years of age. He leaves a wife and two children. — [704, 165, 816, 288]
own-correspondent: (FROM OUR OWN CORRESPONDENT.) — [838, 132, 924, 154]
ad-role: Agent. — [136, 1437, 161, 1448]
page-title: THE WESTPORT TIMES, MARCH 20, 1869. — [367, 10, 742, 31]
news-paragraph: The steamer Bruce, which is now to be regularly employed in the West Coast trade, arrived at midnight from Greymouth and Hokitika, and an hour or two afterwards the Kennedy, from the same places, entered the port. The Kennedy had some difficulty in entering and leaving Hokitika, the channel being at present both shallow and crooked; so much so that none but a double-screw boat like the Kennedy can safely enter. The Charles Edward, which is a paddle-boat, has not been able to do so. The s.s. Murray, which had arrived on Thursday morning from Nelson, sailed on the midnight tide for the south. — [6, 521, 166, 689]
news-paragraph: The offer of the £500 prize for the best essay on settlement of the goldfields is said to have brought somewhere about three dozen literary competitors into the field. — [704, 746, 816, 824]
news-paragraph: A Limited Liability Company has been started in Wellington for the recovery of the wreck of the steamer Taranaki. — [6, 821, 166, 854]
ad-signature: W. E. VEALE, — [106, 1423, 161, 1434]
charleston-heading: CHARLESTON. — [982, 487, 1062, 499]
